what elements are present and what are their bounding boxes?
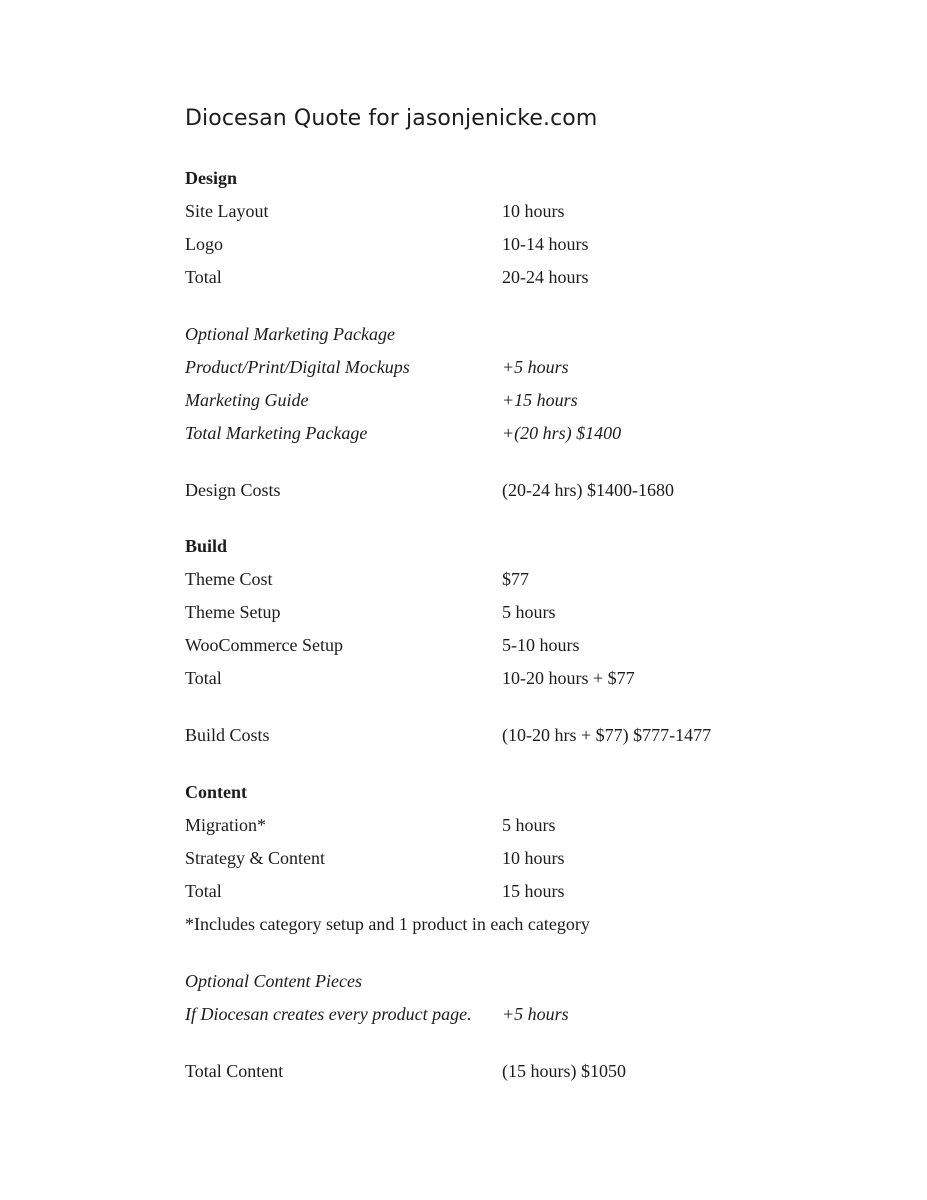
optional-marketing-row-guide	[185, 387, 885, 413]
row-value: 10-14 hours	[502, 234, 589, 254]
build-row-woocommerce-setup	[185, 632, 885, 658]
content-heading	[185, 779, 885, 805]
section-heading: Content	[185, 782, 247, 802]
row-value: 10 hours	[502, 201, 565, 221]
row-value: (10-20 hrs + $77) $777-1477	[502, 725, 712, 745]
row-label: Total Content	[185, 1061, 284, 1081]
optional-heading: Optional Content Pieces	[185, 971, 362, 991]
build-row-theme-setup	[185, 599, 885, 625]
row-label: Theme Setup	[185, 602, 281, 622]
row-label: Total	[185, 267, 222, 287]
row-value: 15 hours	[502, 881, 565, 901]
optional-marketing-row-mockups	[185, 354, 885, 380]
row-label: Strategy & Content	[185, 848, 325, 868]
design-row-site-layout	[185, 198, 885, 224]
row-label: Marketing Guide	[185, 390, 309, 410]
design-row-total	[185, 264, 885, 290]
section-heading: Build	[185, 536, 228, 556]
optional-content-row-product-pages	[185, 1001, 885, 1027]
row-label: Theme Cost	[185, 569, 273, 589]
row-label: Total Marketing Package	[185, 423, 368, 443]
optional-content-heading	[185, 968, 885, 994]
document-title: Diocesan Quote for jasonjenicke.com	[185, 106, 598, 131]
row-label: Total	[185, 668, 222, 688]
row-value: 10 hours	[502, 848, 565, 868]
row-label: Logo	[185, 234, 223, 254]
content-row-migration	[185, 812, 885, 838]
row-value: 5 hours	[502, 602, 556, 622]
content-row-total	[185, 878, 885, 904]
build-row-theme-cost	[185, 566, 885, 592]
row-value: $77	[502, 569, 529, 589]
row-label: Build Costs	[185, 725, 270, 745]
content-row-strategy	[185, 845, 885, 871]
row-value: +5 hours	[502, 1004, 569, 1024]
optional-marketing-heading	[185, 321, 885, 347]
row-value: +5 hours	[502, 357, 569, 377]
row-value: +15 hours	[502, 390, 578, 410]
row-label: Site Layout	[185, 201, 269, 221]
row-label: Design Costs	[185, 480, 281, 500]
row-value: (15 hours) $1050	[502, 1061, 626, 1081]
total-content-row	[185, 1058, 885, 1084]
row-label: Total	[185, 881, 222, 901]
row-label: If Diocesan creates every product page.	[185, 1004, 472, 1024]
row-value: (20-24 hrs) $1400-1680	[502, 480, 674, 500]
row-label: WooCommerce Setup	[185, 635, 344, 655]
design-heading	[185, 165, 885, 191]
optional-marketing-row-total	[185, 420, 885, 446]
section-heading: Design	[185, 168, 238, 188]
row-value: 20-24 hours	[502, 267, 589, 287]
build-row-total	[185, 665, 885, 691]
optional-heading: Optional Marketing Package	[185, 324, 395, 344]
row-value: 5-10 hours	[502, 635, 580, 655]
design-costs-row	[185, 477, 885, 503]
design-row-logo	[185, 231, 885, 257]
row-value: 5 hours	[502, 815, 556, 835]
build-costs-row	[185, 722, 885, 748]
row-label: Migration*	[185, 815, 266, 835]
footnote: *Includes category setup and 1 product in each category	[185, 914, 590, 934]
row-label: Product/Print/Digital Mockups	[185, 357, 410, 377]
row-value: 10-20 hours + $77	[502, 668, 635, 688]
row-value: +(20 hrs) $1400	[502, 423, 622, 443]
content-footnote-row	[185, 911, 885, 937]
build-heading	[185, 533, 885, 559]
